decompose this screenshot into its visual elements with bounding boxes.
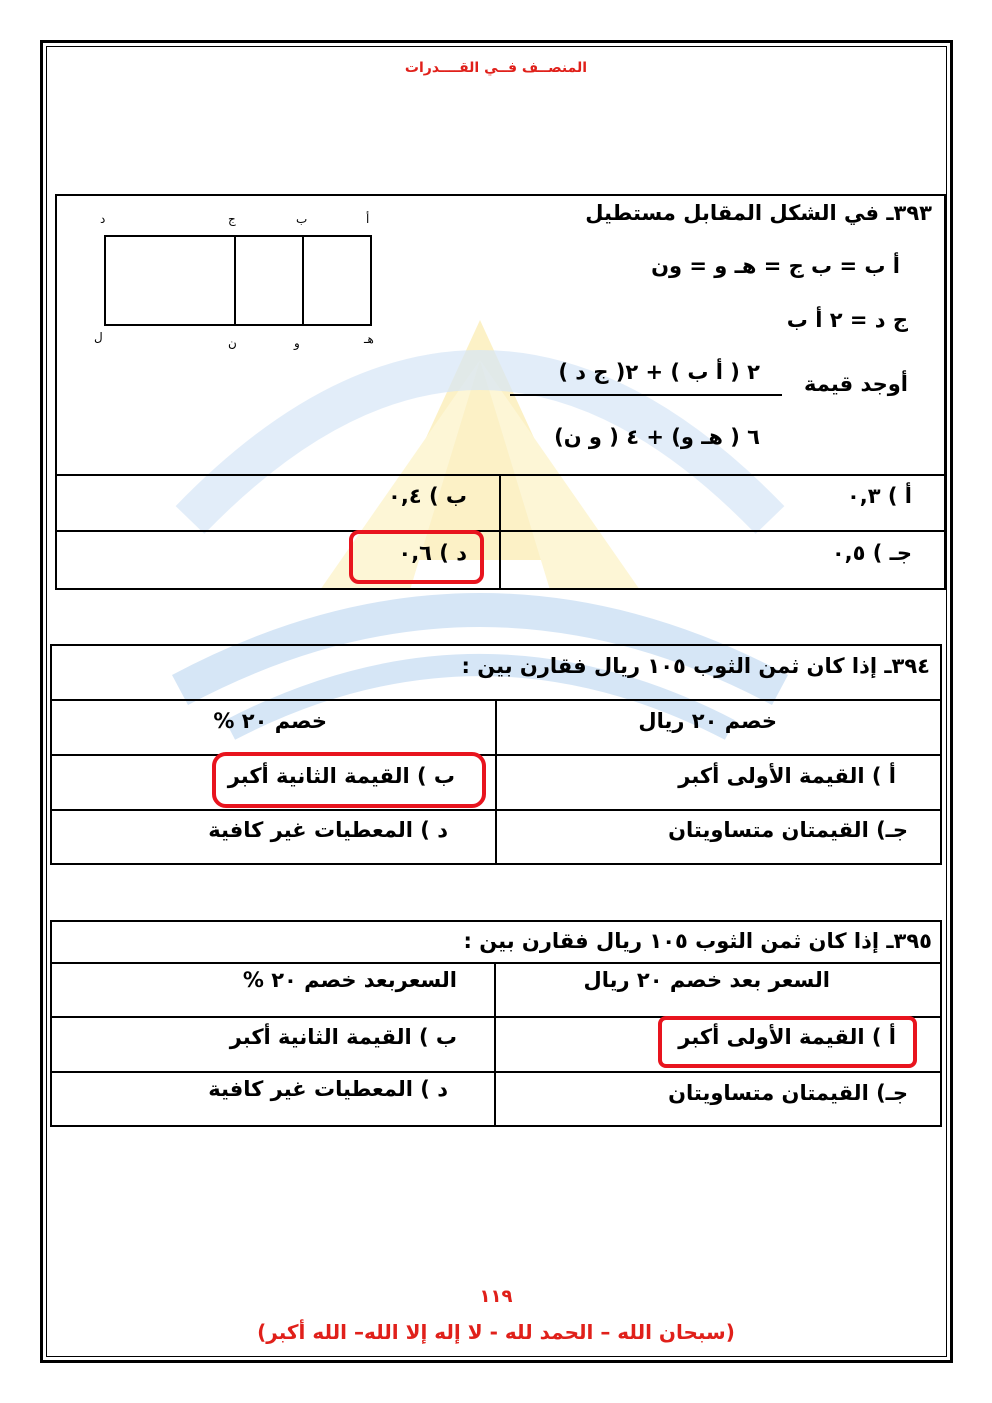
q393-numerator: ٢ ( أ ب ) + ٢( ج د ) — [558, 360, 760, 384]
q395-column-right: السعر بعد خصم ٢٠ ريال — [583, 968, 830, 992]
q393-given-2: ج د = ٢ أ ب — [786, 308, 908, 332]
figure-label-top-3: ج — [228, 212, 236, 226]
q395-title: ٣٩٥ـ إذا كان ثمن الثوب ١٠٥ ريال فقارن بين : — [463, 929, 932, 953]
q395-grid-line-vertical — [494, 962, 496, 1127]
q395-column-left: السعربعد خصم ٢٠ % — [242, 968, 457, 992]
fraction-bar — [510, 394, 782, 396]
figure-label-bottom-3: ن — [228, 336, 237, 350]
q393-title: ٣٩٣ـ في الشكل المقابل مستطيل — [585, 201, 932, 225]
q394-choice-d[interactable]: د ) المعطيات غير كافية — [208, 818, 448, 842]
rectangle-figure — [104, 235, 372, 326]
q394-answer-highlight — [212, 752, 486, 808]
q393-choice-b[interactable]: ب ) ٠,٤ — [388, 484, 467, 508]
q393-choice-d[interactable]: د ) ٠,٦ — [398, 541, 467, 565]
q393-given-1: أ ب = ب ج = هـ و = ون — [651, 254, 900, 278]
figure-label-bottom-2: و — [294, 336, 300, 350]
figure-label-top-2: ب — [296, 212, 308, 226]
q395-choice-c[interactable]: جـ) القيمتان متساويتان — [668, 1081, 908, 1105]
q393-answer-highlight — [349, 530, 484, 584]
figure-label-bottom-1: هـ — [364, 332, 374, 346]
q393-grid-line-vertical — [499, 474, 501, 590]
q395-grid-line-3 — [50, 1071, 942, 1073]
q395-choice-d[interactable]: د ) المعطيات غير كافية — [208, 1077, 448, 1101]
figure-divider-2 — [302, 235, 304, 326]
figure-label-top-4: د — [100, 212, 106, 226]
q394-column-left: خصم ٢٠ % — [213, 709, 327, 733]
q395-answer-highlight — [658, 1016, 917, 1068]
q393-choice-c[interactable]: جـ ) ٠,٥ — [831, 541, 912, 565]
q393-choice-a[interactable]: أ ) ٠,٣ — [846, 484, 912, 508]
figure-divider-1 — [234, 235, 236, 326]
q394-column-right: خصم ٢٠ ريال — [638, 709, 777, 733]
q394-grid-line-vertical — [495, 699, 497, 865]
page-header-title: المنصــف فــي القــــدرات — [404, 60, 588, 76]
figure-label-bottom-4: ل — [94, 330, 103, 344]
q395-grid-line-1 — [50, 962, 942, 964]
q393-denominator: ٦ ( هـ و) + ٤ ( و ن) — [554, 425, 760, 449]
q394-choice-b[interactable]: ب ) القيمة الثانية أكبر — [227, 764, 455, 788]
q395-choice-a[interactable]: أ ) القيمة الأولى أكبر — [678, 1025, 896, 1049]
q394-title: ٣٩٤ـ إذا كان ثمن الثوب ١٠٥ ريال فقارن بين : — [461, 654, 930, 678]
q394-choice-a[interactable]: أ ) القيمة الأولى أكبر — [678, 764, 896, 788]
q394-choice-c[interactable]: جـ) القيمتان متساويتان — [668, 818, 908, 842]
q395-choice-b[interactable]: ب ) القيمة الثانية أكبر — [229, 1025, 457, 1049]
figure-label-top-1: أ — [366, 212, 370, 226]
page-number: ١١٩ — [479, 1286, 513, 1307]
footer-tagline: (سبحان الله – الحمد لله - لا إله إلا الله– الله أكبر) — [257, 1320, 735, 1344]
q393-prompt: أوجد قيمة — [804, 372, 908, 396]
